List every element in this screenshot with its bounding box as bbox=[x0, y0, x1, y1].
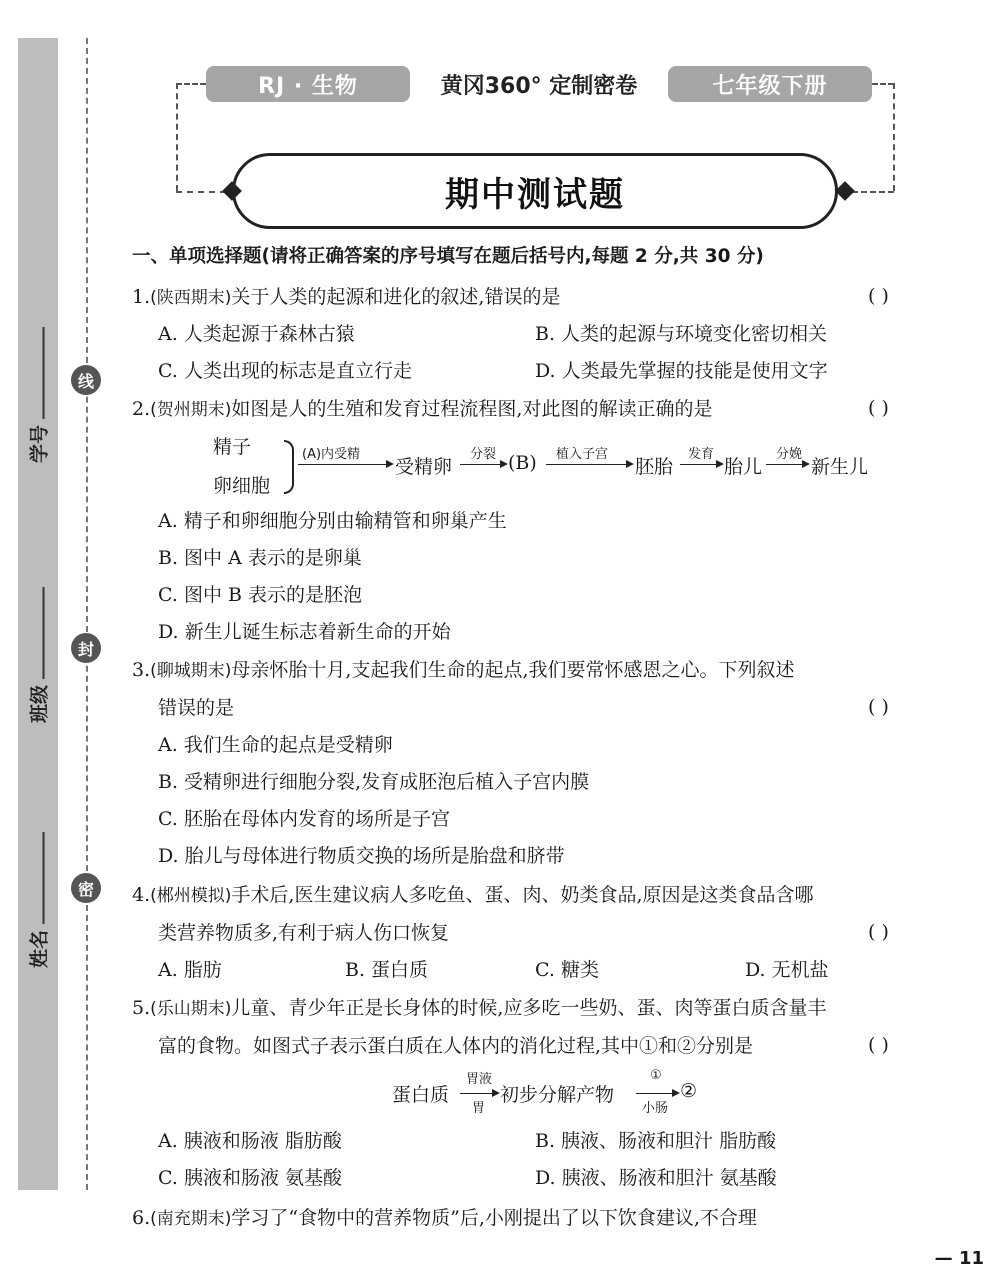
flow-zygote: 受精卵 bbox=[395, 456, 453, 478]
header-dash-right-v bbox=[893, 83, 895, 191]
question-number: 1. bbox=[132, 286, 151, 308]
subject-badge: RJ · 生物 bbox=[206, 66, 410, 102]
flow-sperm: 精子 bbox=[213, 436, 252, 458]
cut-line bbox=[86, 38, 88, 1190]
option-3c: C. 胚胎在母体内发育的场所是子宫 bbox=[158, 808, 450, 830]
question-stem: 手术后,医生建议病人多吃鱼、蛋、肉、奶类食品,原因是这类食品含哪 bbox=[231, 884, 814, 906]
name-label: 姓名 bbox=[28, 929, 51, 969]
class-label: 班级 bbox=[28, 684, 51, 724]
formula-stomach: 胃 bbox=[472, 1101, 486, 1116]
flow-label-deliver: 分娩 bbox=[776, 447, 803, 462]
question-6 bbox=[132, 1206, 757, 1231]
formula-two: ② bbox=[680, 1080, 698, 1102]
question-4 bbox=[132, 883, 814, 908]
question-source: (聊城期末) bbox=[150, 661, 232, 681]
answer-blank-1[interactable]: ( ) bbox=[868, 285, 889, 307]
question-source: (郴州模拟) bbox=[150, 886, 232, 906]
option-3b: B. 受精卵进行细胞分裂,发育成胚泡后植入子宫内膜 bbox=[158, 771, 590, 793]
question-stem: 母亲怀胎十月,支起我们生命的起点,我们要常怀感恩之心。下列叙述 bbox=[231, 659, 795, 681]
question-number: 2. bbox=[132, 398, 151, 420]
question-number: 3. bbox=[132, 659, 151, 681]
option-4b: B. 蛋白质 bbox=[345, 959, 429, 981]
student-id-blank[interactable] bbox=[32, 327, 44, 419]
flow-newborn: 新生儿 bbox=[811, 456, 869, 478]
class-blank[interactable] bbox=[32, 587, 44, 679]
answer-blank-2[interactable]: ( ) bbox=[868, 397, 889, 419]
question-source: (贺州期末) bbox=[150, 400, 232, 420]
option-2c: C. 图中 B 表示的是胚泡 bbox=[158, 584, 362, 606]
header-dash-right bbox=[872, 83, 894, 85]
option-4a: A. 脂肪 bbox=[158, 959, 222, 981]
flow-label-implant: 植入子宫 bbox=[556, 447, 609, 462]
student-id-label: 学号 bbox=[28, 424, 51, 464]
series-brand: 黄冈360° 定制密卷 bbox=[440, 73, 638, 99]
name-blank[interactable] bbox=[32, 832, 44, 924]
question-5-line2: 富的食物。如图式子表示蛋白质在人体内的消化过程,其中①和②分别是 bbox=[158, 1035, 754, 1057]
question-stem: 关于人类的起源和进化的叙述,错误的是 bbox=[231, 286, 561, 308]
header-dash-left-v bbox=[176, 83, 178, 191]
seal-line-mark: 线 bbox=[71, 365, 101, 395]
flow-arrow-deliver bbox=[766, 464, 808, 465]
option-4d: D. 无机盐 bbox=[745, 959, 829, 981]
option-1c: C. 人类出现的标志是直立行走 bbox=[158, 360, 412, 382]
question-source: (南充期末) bbox=[150, 1209, 232, 1229]
question-source: (陕西期末) bbox=[150, 288, 232, 308]
header-dash-left bbox=[176, 83, 206, 85]
flow-arrow-a bbox=[298, 464, 392, 465]
flow-arrow-split bbox=[460, 464, 506, 465]
question-number: 4. bbox=[132, 884, 151, 906]
question-number: 5. bbox=[132, 997, 151, 1019]
flow-label-split: 分裂 bbox=[470, 447, 497, 462]
page-title: 期中测试题 bbox=[445, 174, 625, 215]
option-5b: B. 胰液、肠液和胆汁 脂肪酸 bbox=[535, 1130, 777, 1152]
question-stem: 学习了“食物中的营养物质”后,小刚提出了以下饮食建议,不合理 bbox=[231, 1207, 757, 1229]
flow-label-develop: 发育 bbox=[688, 447, 715, 462]
formula-one: ① bbox=[650, 1068, 662, 1083]
title-frame bbox=[232, 153, 838, 229]
header-dash-right-b bbox=[852, 191, 894, 193]
formula-protein: 蛋白质 bbox=[392, 1084, 450, 1106]
formula-small-intestine: 小肠 bbox=[642, 1101, 669, 1116]
option-5c: C. 胰液和肠液 氨基酸 bbox=[158, 1167, 342, 1189]
flow-arrow-implant bbox=[546, 464, 632, 465]
flow-b: (B) bbox=[508, 452, 537, 474]
question-stem: 儿童、青少年正是长身体的时候,应多吃一些奶、蛋、肉等蛋白质含量丰 bbox=[231, 997, 827, 1019]
formula-product: 初步分解产物 bbox=[500, 1084, 615, 1106]
option-5d: D. 胰液、肠液和胆汁 氨基酸 bbox=[535, 1167, 777, 1189]
header-dash-left-b bbox=[176, 191, 226, 193]
question-3 bbox=[132, 658, 795, 683]
seal-dense-mark: 密 bbox=[71, 873, 101, 903]
formula-arrow-2 bbox=[636, 1093, 678, 1094]
formula-gastric-juice: 胃液 bbox=[466, 1072, 493, 1087]
question-1 bbox=[132, 285, 560, 310]
seal-seal-mark: 封 bbox=[71, 633, 101, 663]
answer-blank-5[interactable]: ( ) bbox=[868, 1034, 889, 1056]
question-5 bbox=[132, 996, 826, 1021]
answer-blank-4[interactable]: ( ) bbox=[868, 921, 889, 943]
option-1b: B. 人类的起源与环境变化密切相关 bbox=[535, 323, 828, 345]
flow-embryo: 胚胎 bbox=[635, 456, 674, 478]
title-diamond-right-icon bbox=[835, 181, 855, 201]
grade-badge: 七年级下册 bbox=[668, 66, 872, 102]
flow-arrow-develop bbox=[680, 464, 722, 465]
option-3a: A. 我们生命的起点是受精卵 bbox=[158, 734, 393, 756]
option-3d: D. 胎儿与母体进行物质交换的场所是胎盘和脐带 bbox=[158, 845, 565, 867]
question-stem: 如图是人的生殖和发育过程流程图,对此图的解读正确的是 bbox=[231, 398, 713, 420]
option-1a: A. 人类起源于森林古猿 bbox=[158, 323, 355, 345]
question-source: (乐山期末) bbox=[150, 999, 232, 1019]
section-heading: 一、单项选择题(请将正确答案的序号填写在题后括号内,每题 2 分,共 30 分) bbox=[132, 246, 764, 267]
flow-brace bbox=[284, 440, 294, 494]
question-2 bbox=[132, 397, 712, 422]
flow-fetus: 胎儿 bbox=[724, 456, 763, 478]
option-2a: A. 精子和卵细胞分别由输精管和卵巢产生 bbox=[158, 510, 507, 532]
option-2d: D. 新生儿诞生标志着新生命的开始 bbox=[158, 621, 451, 643]
option-4c: C. 糖类 bbox=[535, 959, 599, 981]
formula-arrow-1 bbox=[460, 1093, 498, 1094]
page-number: — 11 bbox=[934, 1248, 984, 1269]
question-3-line2: 错误的是 bbox=[158, 697, 235, 719]
question-4-line2: 类营养物质多,有利于病人伤口恢复 bbox=[158, 922, 450, 944]
option-1d: D. 人类最先掌握的技能是使用文字 bbox=[535, 360, 828, 382]
answer-blank-3[interactable]: ( ) bbox=[868, 696, 889, 718]
flow-egg: 卵细胞 bbox=[213, 475, 271, 497]
option-5a: A. 胰液和肠液 脂肪酸 bbox=[158, 1130, 342, 1152]
question-number: 6. bbox=[132, 1207, 151, 1229]
flow-label-a: (A)内受精 bbox=[302, 447, 361, 462]
option-2b: B. 图中 A 表示的是卵巢 bbox=[158, 547, 362, 569]
